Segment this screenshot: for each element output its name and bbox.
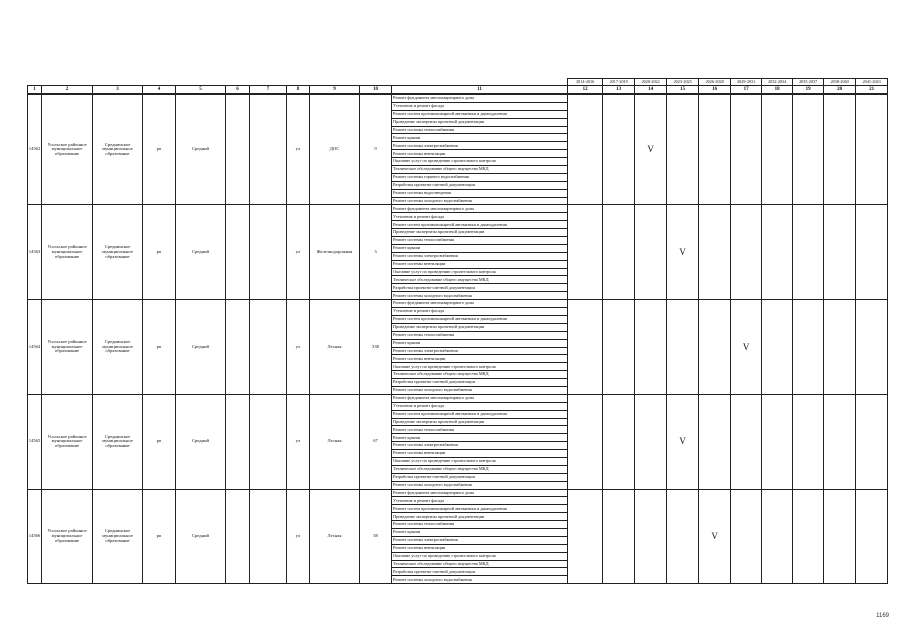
settlement-name: Среднинское муниципальное образование <box>93 94 143 205</box>
settlement-name: Среднинское муниципальное образование <box>93 205 143 300</box>
street-type: ул <box>287 94 310 205</box>
table-row <box>28 394 888 402</box>
work-item: Ремонт системы электроснабжения <box>392 442 568 450</box>
work-item: Оказание услуг по проведению строительного контроля <box>392 363 568 371</box>
period-cell <box>699 94 731 205</box>
work-item: Оказание услуг по проведению строительного контроля <box>392 457 568 465</box>
period-cell <box>731 394 762 489</box>
work-item: Ремонт системы электроснабжения <box>392 347 568 355</box>
column-number: 6 <box>226 86 250 95</box>
empty-cell <box>250 300 287 395</box>
work-item: Ремонт системы теплоснабжения <box>392 126 568 134</box>
period-cell <box>603 94 635 205</box>
period-cell <box>856 489 888 584</box>
column-number: 9 <box>310 86 360 95</box>
check-mark: V <box>731 300 762 395</box>
period-cell <box>603 205 635 300</box>
column-number: 2 <box>42 86 93 95</box>
district-name: Усольское районное муниципальное образование <box>42 489 93 584</box>
period-cell <box>762 94 793 205</box>
column-number: 7 <box>250 86 287 95</box>
work-item: Оказание услуг по проведению строительного контроля <box>392 552 568 560</box>
work-item: Ремонт систем противопожарной автоматики и дымоудаления <box>392 315 568 323</box>
work-item: Ремонт системы теплоснабжения <box>392 521 568 529</box>
period-cell <box>793 489 824 584</box>
table-body <box>28 79 888 584</box>
street-type: ул <box>287 394 310 489</box>
column-number: 3 <box>93 86 143 95</box>
locality-type: рп <box>143 394 176 489</box>
period-cell <box>568 489 603 584</box>
street-name: Лесная <box>310 394 360 489</box>
work-item: Ремонт крыши <box>392 244 568 252</box>
period-header: 2035-2037 <box>793 79 824 86</box>
period-cell <box>667 300 699 395</box>
period-cell <box>635 394 667 489</box>
period-cell <box>762 300 793 395</box>
work-item: Ремонт системы холодного водоснабжения <box>392 292 568 300</box>
empty-cell <box>250 489 287 584</box>
page-number: 1169 <box>876 613 889 619</box>
period-cell <box>699 394 731 489</box>
work-item: Утепление и ремонт фасада <box>392 102 568 110</box>
work-item: Ремонт системы электроснабжения <box>392 252 568 260</box>
empty-cell <box>226 489 250 584</box>
column-number: 18 <box>762 86 793 95</box>
house-number: 58 <box>360 489 392 584</box>
work-item: Ремонт фундамента многоквартирного дома <box>392 205 568 213</box>
settlement-name: Среднинское муниципальное образование <box>93 394 143 489</box>
period-cell <box>568 394 603 489</box>
period-header: 2032-2034 <box>762 79 793 86</box>
empty-cell <box>226 300 250 395</box>
capital-repair-register-table <box>27 78 888 584</box>
district-name: Усольское районное муниципальное образование <box>42 205 93 300</box>
locality-name: Средний <box>176 394 226 489</box>
period-cell <box>793 394 824 489</box>
table-row <box>28 489 888 497</box>
work-item: Ремонт системы вентиляции <box>392 544 568 552</box>
work-item: Утепление и ремонт фасада <box>392 497 568 505</box>
period-cell <box>824 205 856 300</box>
period-cell <box>824 94 856 205</box>
period-cell <box>699 205 731 300</box>
period-cell <box>824 300 856 395</box>
work-item: Ремонт системы водоотведения <box>392 189 568 197</box>
period-header: 2026-2028 <box>699 79 731 86</box>
work-item: Техническое обследование общего имущества МКД <box>392 465 568 473</box>
period-header: 2041-2043 <box>856 79 888 86</box>
column-number: 5 <box>176 86 226 95</box>
work-item: Разработка проектно-сметной документации <box>392 473 568 481</box>
empty-cell <box>226 205 250 300</box>
period-cell <box>856 205 888 300</box>
column-number: 21 <box>856 86 888 95</box>
work-item: Ремонт системы электроснабжения <box>392 142 568 150</box>
work-item: Ремонт системы теплоснабжения <box>392 331 568 339</box>
check-mark: V <box>667 205 699 300</box>
work-item: Ремонт крыши <box>392 434 568 442</box>
column-number: 16 <box>699 86 731 95</box>
street-type: ул <box>287 489 310 584</box>
table-row <box>28 94 888 102</box>
column-number: 13 <box>603 86 635 95</box>
period-cell <box>667 94 699 205</box>
period-cell <box>603 489 635 584</box>
period-cell <box>793 94 824 205</box>
house-number: 67 <box>360 394 392 489</box>
work-item: Утепление и ремонт фасада <box>392 213 568 221</box>
locality-name: Средний <box>176 205 226 300</box>
empty-cell <box>250 205 287 300</box>
column-number: 1 <box>28 86 42 95</box>
record-number: 14566 <box>28 489 42 584</box>
period-header: 2014-2016 <box>568 79 603 86</box>
work-item: Ремонт систем противопожарной автоматики и дымоудаления <box>392 505 568 513</box>
work-item: Ремонт фундамента многоквартирного дома <box>392 489 568 497</box>
column-number: 11 <box>392 86 568 95</box>
work-item: Проведение экспертизы проектной документации <box>392 323 568 331</box>
record-number: 14565 <box>28 394 42 489</box>
period-cell <box>762 394 793 489</box>
period-cell <box>762 205 793 300</box>
work-item: Ремонт систем противопожарной автоматики и дымоудаления <box>392 221 568 229</box>
street-name: Лесная <box>310 489 360 584</box>
street-type: ул <box>287 300 310 395</box>
work-item: Ремонт системы горячего водоснабжения <box>392 173 568 181</box>
street-name: ДОС <box>310 94 360 205</box>
record-number: 14562 <box>28 94 42 205</box>
period-cell <box>603 300 635 395</box>
house-number: 338 <box>360 300 392 395</box>
period-cell <box>568 94 603 205</box>
column-number: 8 <box>287 86 310 95</box>
street-name: Железнодорожная <box>310 205 360 300</box>
work-item: Ремонт крыши <box>392 528 568 536</box>
period-header: 2038-2040 <box>824 79 856 86</box>
empty-cell <box>250 394 287 489</box>
column-number: 4 <box>143 86 176 95</box>
column-number: 17 <box>731 86 762 95</box>
settlement-name: Среднинское муниципальное образование <box>93 300 143 395</box>
column-number: 15 <box>667 86 699 95</box>
work-item: Ремонт фундамента многоквартирного дома <box>392 94 568 102</box>
period-header: 2020-2022 <box>635 79 667 86</box>
work-item: Проведение экспертизы проектной документации <box>392 513 568 521</box>
column-number: 12 <box>568 86 603 95</box>
period-cell <box>856 94 888 205</box>
header-blank <box>28 79 568 86</box>
house-number: 9 <box>360 94 392 205</box>
period-cell <box>793 205 824 300</box>
work-item: Разработка проектно-сметной документации <box>392 568 568 576</box>
district-name: Усольское районное муниципальное образование <box>42 300 93 395</box>
period-cell <box>824 489 856 584</box>
period-cell <box>856 300 888 395</box>
work-item: Утепление и ремонт фасада <box>392 402 568 410</box>
work-item: Проведение экспертизы проектной документации <box>392 118 568 126</box>
column-number: 19 <box>793 86 824 95</box>
work-item: Ремонт системы электроснабжения <box>392 536 568 544</box>
work-item: Проведение экспертизы проектной документации <box>392 229 568 237</box>
table-row <box>28 205 888 213</box>
work-item: Оказание услуг по проведению строительного контроля <box>392 268 568 276</box>
check-mark: V <box>635 94 667 205</box>
work-item: Ремонт системы холодного водоснабжения <box>392 576 568 584</box>
work-item: Оказание услуг по проведению строительного контроля <box>392 158 568 166</box>
column-number: 10 <box>360 86 392 95</box>
work-item: Ремонт системы холодного водоснабжения <box>392 197 568 205</box>
check-mark: V <box>699 489 731 584</box>
period-cell <box>762 489 793 584</box>
work-item: Ремонт крыши <box>392 134 568 142</box>
period-cell <box>856 394 888 489</box>
period-cell <box>699 300 731 395</box>
period-cell <box>635 489 667 584</box>
work-item: Разработка проектно-сметной документации <box>392 284 568 292</box>
period-header-row <box>28 79 888 86</box>
district-name: Усольское районное муниципальное образование <box>42 394 93 489</box>
check-mark: V <box>667 394 699 489</box>
period-header: 2017-2019 <box>603 79 635 86</box>
work-item: Ремонт системы вентиляции <box>392 450 568 458</box>
period-cell <box>635 300 667 395</box>
locality-name: Средний <box>176 300 226 395</box>
work-item: Ремонт системы вентиляции <box>392 260 568 268</box>
period-cell <box>731 94 762 205</box>
empty-cell <box>226 394 250 489</box>
district-name: Усольское районное муниципальное образование <box>42 94 93 205</box>
house-number: 3 <box>360 205 392 300</box>
locality-name: Средний <box>176 94 226 205</box>
work-item: Ремонт системы холодного водоснабжения <box>392 481 568 489</box>
empty-cell <box>226 94 250 205</box>
work-item: Ремонт системы теплоснабжения <box>392 426 568 434</box>
record-number: 14563 <box>28 205 42 300</box>
work-item: Техническое обследование общего имущества МКД <box>392 371 568 379</box>
work-item: Разработка проектно-сметной документации <box>392 379 568 387</box>
period-cell <box>603 394 635 489</box>
work-item: Ремонт системы вентиляции <box>392 150 568 158</box>
locality-type: рп <box>143 94 176 205</box>
column-number: 20 <box>824 86 856 95</box>
street-type: ул <box>287 205 310 300</box>
street-name: Лесная <box>310 300 360 395</box>
work-item: Ремонт фундамента многоквартирного дома <box>392 394 568 402</box>
work-item: Ремонт системы холодного водоснабжения <box>392 386 568 394</box>
period-header: 2029-2031 <box>731 79 762 86</box>
locality-name: Средний <box>176 489 226 584</box>
period-cell <box>667 489 699 584</box>
work-item: Ремонт фундамента многоквартирного дома <box>392 300 568 308</box>
locality-type: рп <box>143 300 176 395</box>
work-item: Ремонт систем противопожарной автоматики и дымоудаления <box>392 410 568 418</box>
period-cell <box>731 489 762 584</box>
work-item: Ремонт системы вентиляции <box>392 355 568 363</box>
work-item: Ремонт систем противопожарной автоматики и дымоудаления <box>392 110 568 118</box>
period-cell <box>568 205 603 300</box>
period-cell <box>635 205 667 300</box>
period-cell <box>568 300 603 395</box>
period-cell <box>824 394 856 489</box>
work-item: Техническое обследование общего имущества МКД <box>392 276 568 284</box>
period-cell <box>731 205 762 300</box>
work-item: Техническое обследование общего имущества МКД <box>392 560 568 568</box>
work-item: Проведение экспертизы проектной документации <box>392 418 568 426</box>
work-item: Разработка проектно-сметной документации <box>392 181 568 189</box>
locality-type: рп <box>143 489 176 584</box>
work-item: Ремонт крыши <box>392 339 568 347</box>
table-row <box>28 300 888 308</box>
locality-type: рп <box>143 205 176 300</box>
work-item: Утепление и ремонт фасада <box>392 308 568 316</box>
work-item: Техническое обследование общего имущества МКД <box>392 166 568 174</box>
column-number: 14 <box>635 86 667 95</box>
column-number-row <box>28 86 888 95</box>
period-cell <box>793 300 824 395</box>
record-number: 14564 <box>28 300 42 395</box>
empty-cell <box>250 94 287 205</box>
period-header: 2023-2025 <box>667 79 699 86</box>
work-item: Ремонт системы теплоснабжения <box>392 237 568 245</box>
settlement-name: Среднинское муниципальное образование <box>93 489 143 584</box>
